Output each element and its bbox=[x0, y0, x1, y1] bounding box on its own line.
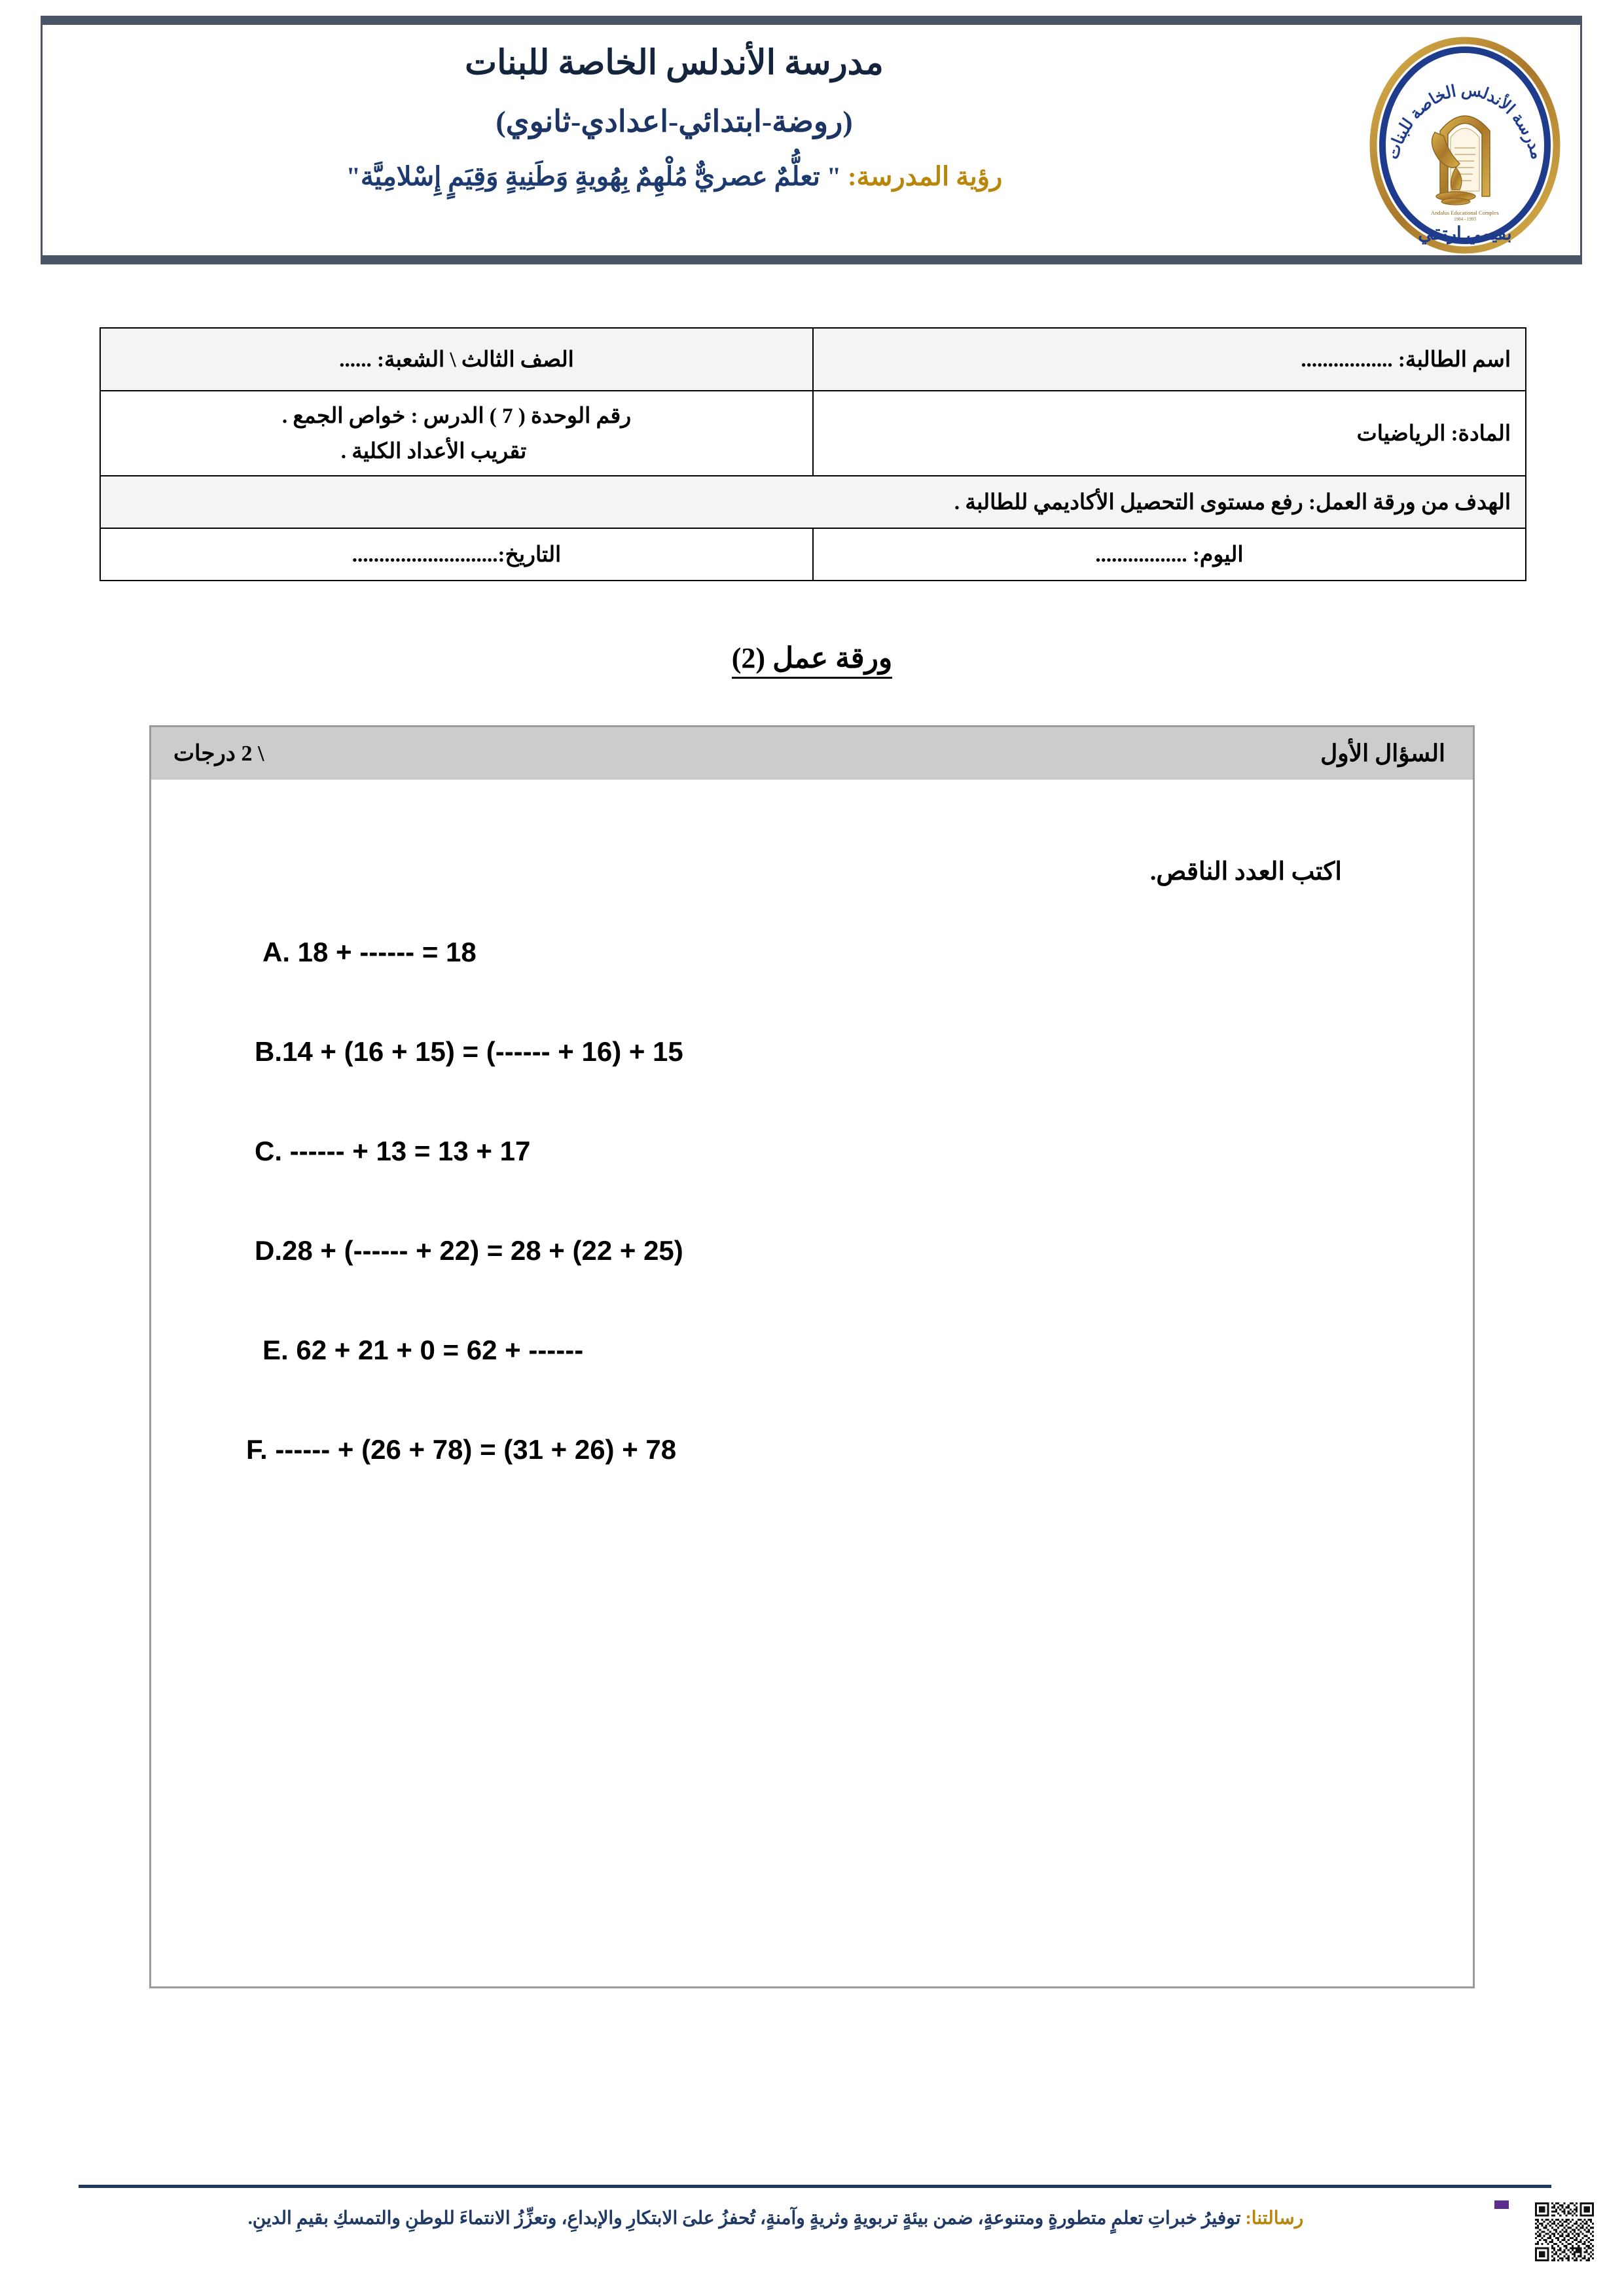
problem-letter: A. bbox=[262, 937, 290, 967]
question-instruction: اكتب العدد الناقص. bbox=[1149, 858, 1342, 886]
day-cell: اليوم: ................. bbox=[813, 528, 1526, 581]
list-item bbox=[151, 1235, 1473, 1335]
table-row bbox=[100, 528, 1526, 581]
school-vision-line bbox=[43, 161, 1306, 192]
student-info-table bbox=[99, 327, 1526, 581]
header-text-block bbox=[43, 25, 1306, 255]
unit-lesson-line2: تقريب الأعداد الكلية . bbox=[340, 440, 527, 463]
question-marks: \ 2 درجات bbox=[173, 741, 264, 766]
vision-text: " تعلُّمٌ عصريٌّ مُلْهِمٌ بِهُويةٍ وَطَنِيةٍ وَقِيَمٍ إِسْلامِيَّة" bbox=[346, 162, 842, 191]
worksheet-title-text: ورقة عمل (2) bbox=[732, 642, 892, 679]
school-seal-logo bbox=[1367, 33, 1563, 255]
list-item bbox=[151, 1136, 1473, 1235]
problem-expression[interactable]: ------ + (26 + 78) = (31 + 26) + 78 bbox=[267, 1434, 677, 1465]
vision-label: رؤية المدرسة: bbox=[848, 162, 1003, 191]
school-name: مدرسة الأندلس الخاصة للبنات bbox=[465, 45, 884, 82]
problem-expression[interactable]: 18 + ------ = 18 bbox=[290, 937, 477, 967]
problem-list bbox=[151, 937, 1473, 1534]
svg-text:Andalus Educational Complex: Andalus Educational Complex bbox=[1430, 209, 1500, 216]
list-item bbox=[151, 1335, 1473, 1434]
question-header-bar bbox=[151, 727, 1473, 780]
problem-expression[interactable]: ------ + 13 = 13 + 17 bbox=[282, 1136, 531, 1166]
list-item bbox=[151, 1434, 1473, 1534]
problem-expression[interactable]: 62 + 21 + 0 = 62 + ------ bbox=[288, 1335, 584, 1365]
subject-cell: المادة: الرياضيات bbox=[813, 391, 1526, 476]
student-name-cell: اسم الطالبة: ................. bbox=[813, 328, 1526, 391]
question-label: السؤال الأول bbox=[1320, 740, 1445, 766]
problem-expression[interactable]: 14 + (16 + 15) = (------ + 16) + 15 bbox=[282, 1036, 683, 1067]
qr-code[interactable] bbox=[1535, 2202, 1594, 2261]
footer-mission-text: توفيرُ خبراتِ تعلمٍ متطورةٍ ومتنوعةٍ، ضمن بيئةٍ تربويةٍ وثريةٍ وآمنةٍ، تُحفزُ علىَ الابتكارِ والإبداعِ، وتعزِّزُ الانتماءَ للوطنِ والتمسكِ بقيمِ الدينِ. bbox=[247, 2208, 1246, 2229]
problem-letter: F. bbox=[246, 1434, 268, 1465]
school-header-banner bbox=[41, 16, 1582, 264]
question-body bbox=[151, 780, 1473, 1986]
problem-letter: C. bbox=[255, 1136, 282, 1166]
table-row bbox=[100, 391, 1526, 476]
footer-accent-mark bbox=[1494, 2200, 1509, 2209]
list-item bbox=[151, 937, 1473, 1036]
worksheet-title bbox=[0, 641, 1624, 675]
list-item bbox=[151, 1036, 1473, 1136]
footer-mission-statement bbox=[79, 2206, 1473, 2231]
footer-divider bbox=[79, 2185, 1551, 2188]
unit-lesson-line1: رقم الوحدة ( 7 ) الدرس : خواص الجمع . bbox=[281, 404, 632, 428]
table-row bbox=[100, 328, 1526, 391]
unit-lesson-cell bbox=[100, 391, 813, 476]
svg-text:مدرسة الأندلس الخاصة للبنات: مدرسة الأندلس الخاصة للبنات bbox=[1384, 81, 1546, 162]
date-cell: التاريخ:........................... bbox=[100, 528, 813, 581]
svg-text:1984 - 1993: 1984 - 1993 bbox=[1454, 217, 1476, 222]
problem-letter: E. bbox=[262, 1335, 289, 1365]
problem-letter: B. bbox=[255, 1036, 282, 1067]
class-section-cell: الصف الثالث \ الشعبة: ...... bbox=[100, 328, 813, 391]
svg-text:بقيمي ارتقي: بقيمي ارتقي bbox=[1418, 224, 1512, 244]
problem-expression[interactable]: 28 + (------ + 22) = 28 + (22 + 25) bbox=[282, 1235, 683, 1266]
school-stages: (روضة-ابتدائي-اعدادي-ثانوي) bbox=[496, 105, 853, 138]
question-one-box bbox=[149, 725, 1475, 1988]
worksheet-goal-cell: الهدف من ورقة العمل: رفع مستوى التحصيل الأكاديمي للطالبة . bbox=[100, 476, 1526, 528]
footer-mission-label: رسالتنا: bbox=[1245, 2208, 1304, 2229]
problem-letter: D. bbox=[255, 1235, 282, 1266]
table-row bbox=[100, 476, 1526, 528]
